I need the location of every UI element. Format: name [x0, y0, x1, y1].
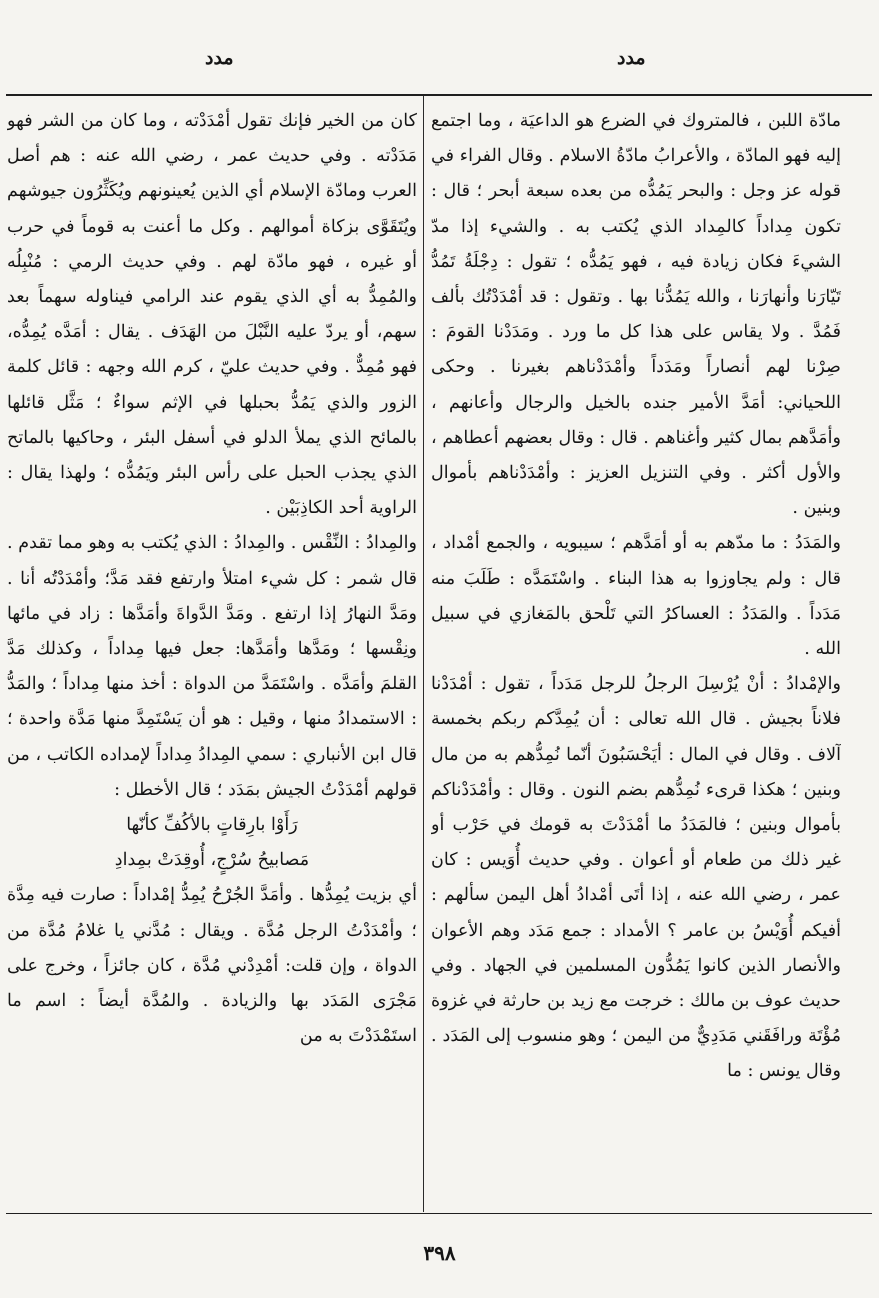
running-header-left: مدد — [205, 47, 234, 69]
left-text-column — [7, 104, 417, 1209]
paragraph: والمِدادُ : النِّقْس . والمِدادُ : الذي يُكتب به وهو مما تقدم . قال شمر : كل شيء امتلأ وارتفع فقد مَدَّ؛ وأمْدَدْتُه أنا . ومَدَّ النهارُ إذا ارتفع . ومَدَّ الدَّواةَ وأمَدَّها : زاد في مائها ونِقْسها ؛ ومَدَّها وأمَدَّها: جعل فيها مِداداً ، وكذلك مَدَّ القلمَ وأمَدَّه . واسْتَمَدَّ من الدواة : أخذ منها مِداداً ؛ والمَدُّ : الاستمدادُ منها ، وقيل : هو أن يَسْتَمِدَّ منها مَدَّة واحدة ؛ قال ابن الأنباري : سمي المِدادُ مِداداً لإمداده الكاتب ، من قولهم أمْدَدْتُ الجيش بمَدَد ؛ قال الأخطل : — [7, 533, 417, 800]
paragraph: والإمْدادُ : أنْ يُرْسِلَ الرجلُ للرجل مَدَداً ، تقول : أمْدَدْنا فلاناً بجيش . قال الله تعالى : أن يُمِدَّكم ربكم بخمسة آلاف . وقال في المال : أيَحْسَبُونَ أنّما نُمِدُّهم به من مال وبنين ؛ هكذا قرىء نُمِدُّهم بضم النون . وقال : وأمْدَدْناكم بأموال وبنين ؛ فالمَدَدُ ما أمْدَدْتَ به قومك في حَرْب أو غير ذلك من طعام أو أعوان . وفي حديث أُوَيس : كان عمر ، رضي الله عنه ، إذا أتَى أمْدادُ أهل اليمن سألهم : أفيكم أُوَيْسُ بن عامر ؟ الأمداد : جمع مَدَد وهم الأعوان والأنصار الذين كانوا يَمُدُّون المسلمين في الجهاد . وفي حديث عوف بن مالك : خرجت مع زيد بن حارثة في غزوة مُؤْتَة ورافَقَني مَدَدِيٌّ من اليمن ؛ وهو منسوب إلى المَدَد . وقال يونس : ما — [431, 674, 841, 1082]
right-text-column — [431, 104, 841, 1209]
paragraph: مادّة اللبن ، فالمتروك في الضرع هو الداعيَة ، وما اجتمع إليه فهو المادّة ، والأعرابُ مادّةُ الاسلام . وقال الفراء في قوله عز وجل : والبحر يَمُدُّه من بعده سبعة أبحر ؛ قال : تكون مِداداً كالمِداد الذي يُكتب به . والشيء إذا مدّ الشيءَ فكان زيادة فيه ، فهو يَمُدُّه ؛ تقول : دِجْلَةُ تَمُدُّ تَيّارَنا وأنهارَنا ، والله يَمُدُّنا بها . وتقول : قد أمْدَدْتُك بألف فَمُدَّ . ولا يقاس على هذا كل ما ورد . ومَدَدْنا القومَ : صِرْنا لهم أنصاراً ومَدَداً وأمْدَدْناهم بغيرنا . وحكى اللحياني: أمَدَّ الأمير جنده بالخيل والرجال وأعانهم ، وأمَدَّهم بمال كثير وأغناهم . قال : وقال بعضهم أعطاهم ، والأول أكثر . وفي التنزيل العزيز : وأمْدَدْناهم بأموال وبنين . — [431, 111, 841, 519]
header-rule — [6, 94, 872, 96]
paragraph: والمَدَدُ : ما مدّهم به أو أمَدَّهم ؛ سيبويه ، والجمع أمْداد ، قال : ولم يجاوزوا به هذا البناء . واسْتَمَدَّه : طَلَبَ منه مَدَداً . والمَدَدُ : العساكرُ التي تَلْحق بالمَغازي في سبيل الله . — [431, 533, 841, 660]
paragraph: أي بزيت يُمِدُّها . وأمَدَّ الجُرْحُ يُمِدُّ إمْداداً : صارت فيه مِدَّة ؛ وأمْدَدْتُ الرجل مُدَّة . ويقال : مُدَّني يا غلامُ مُدَّة من الدواة ، وإن قلت: أمْدِدْني مُدَّة ، كان جائزاً ، وخرج على مَجْرَى المَدَد بها والزيادة . والمُدَّة أيضاً : اسم ما استَمْدَدْتَ به من — [7, 885, 417, 1047]
paragraph: كان من الخير فإنك تقول أمْدَدْته ، وما كان من الشر فهو مَدَدْته . وفي حديث عمر ، رضي الله عنه : هم أصل العرب ومادّة الإسلام أي الذين يُعينونهم ويُكَثِّرُون جيوشهم ويُتَقَوَّى بزكاة أموالهم . وكل ما أعنت به قوماً في حرب أو غيره ، فهو مادّة لهم . وفي حديث الرمي : مُنْبِلُه والمُمِدُّ به أي الذي يقوم عند الرامي فيناوله سهماً بعد سهم، أو يردّ عليه النَّبْلَ من الهَدَف . يقال : أمَدَّه يُمِدُّه، فهو مُمِدٌّ . وفي حديث عليّ ، كرم الله وجهه : قائل كلمة الزور والذي يَمُدُّ بحبلها في الإثم سواءٌ ؛ مَثَّل قائلها بالمائح الذي يملأ الدلو في أسفل البئر ، وحاكيها بالماتح الذي يجذب الحبل على رأس البئر ويَمُدُّه ؛ ولهذا يقال : الراوية أحد الكاذِبَيْن . — [7, 111, 417, 519]
page-number: ٣٩٨ — [423, 1241, 456, 1265]
running-header-right: مدد — [617, 47, 646, 69]
column-divider — [423, 96, 424, 1212]
verse-line: رَأَوْا بارِقاتٍ بالأكُفِّ كأنّها — [126, 815, 298, 836]
verse-line: مَصابيحُ سُرْجٍ، أُوقِدَتْ بمِدادِ — [114, 850, 310, 871]
footer-rule — [6, 1213, 872, 1214]
